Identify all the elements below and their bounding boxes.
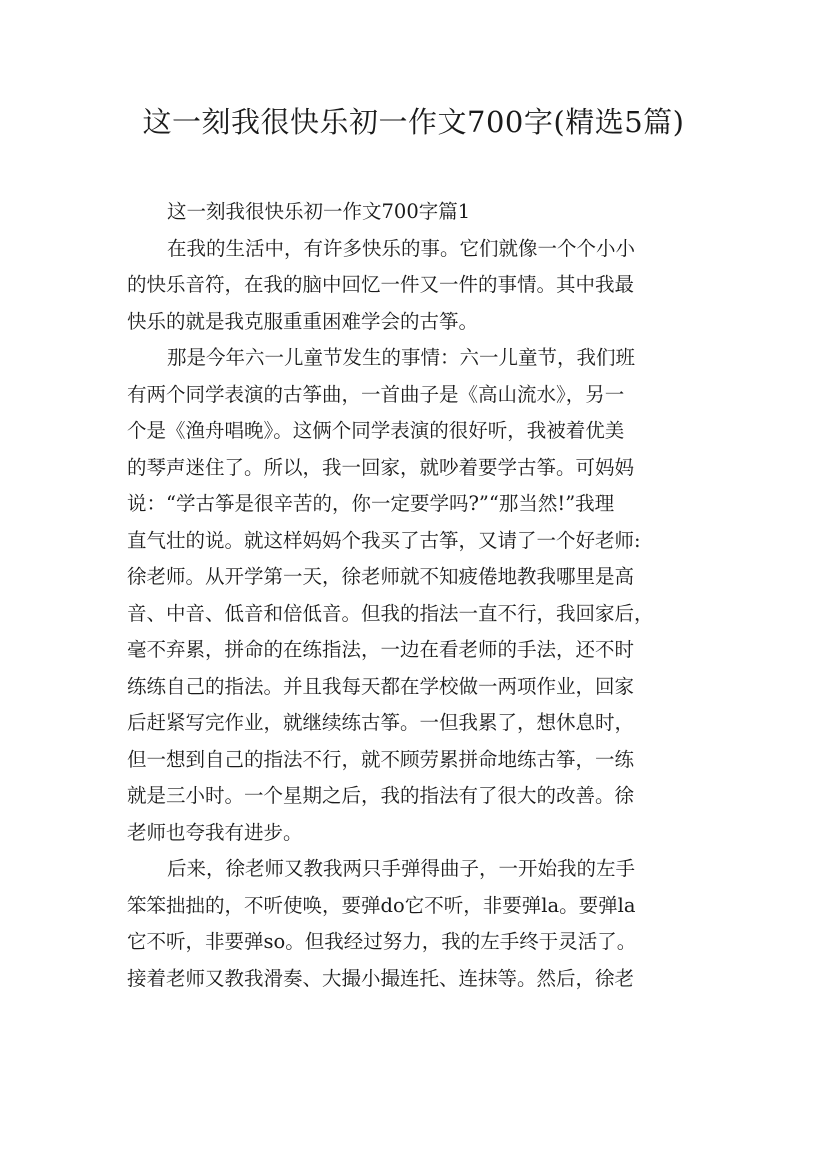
document-title: 这一刻我很快乐初一作文700字(精选5篇): [142, 105, 685, 139]
paragraph-line: 音、中音、低音和倍低音。但我的指法一直不行，我回家后，: [127, 601, 654, 625]
paragraph-line: 后来，徐老师又教我两只手弹得曲子，一开始我的左手: [167, 857, 636, 880]
paragraph-line: 就是三小时。一个星期之后，我的指法有了很大的改善。徐: [127, 784, 635, 807]
paragraph-line: 快乐的就是我克服重重困难学会的古筝。: [127, 309, 479, 333]
paragraph-line: 个是《渔舟唱晚》。这俩个同学表演的很好听，我被着优美: [127, 419, 625, 442]
paragraph-line: 的快乐音符，在我的脑中回忆一件又一件的事情。其中我最: [127, 273, 635, 296]
paragraph-line: 那是今年六一儿童节发生的事情：六一儿童节，我们班: [167, 346, 636, 369]
paragraph-line: 练练自己的指法。并且我每天都在学校做一两项作业，回家: [127, 674, 635, 698]
paragraph-line: 有两个同学表演的古筝曲，一首曲子是《高山流水》，另一: [127, 382, 625, 406]
paragraph-line: 它不听，非要弹so。但我经过努力，我的左手终于灵活了。: [127, 930, 637, 953]
section-heading: 这一刻我很快乐初一作文700字篇1: [167, 200, 471, 223]
paragraph-line: 毫不弃累，拼命的在练指法，一边在看老师的手法，还不时: [127, 638, 635, 661]
paragraph-line: 笨笨拙拙的，不听使唤，要弹do它不听，非要弹la。要弹la: [127, 893, 636, 917]
paragraph-line: 的琴声迷住了。所以，我一回家，就吵着要学古筝。可妈妈: [127, 455, 635, 479]
paragraph-line: 老师也夸我有进步。: [127, 820, 303, 844]
paragraph-line: 徐老师。从开学第一天，徐老师就不知疲倦地教我哪里是高: [127, 565, 635, 588]
paragraph-line: 接着老师又教我滑奏、大撮小撮连托、连抹等。然后，徐老: [127, 966, 635, 990]
document-body: [127, 194, 705, 997]
paragraph-line: 但一想到自己的指法不行，就不顾劳累拼命地练古筝，一练: [127, 747, 635, 771]
paragraph-line: 说：“学古筝是很辛苦的，你一定要学吗?”“那当然!”我理: [127, 492, 615, 515]
paragraph-line: 直气壮的说。就这样妈妈个我买了古筝，又请了一个好老师:: [127, 528, 641, 552]
paragraph-line: 在我的生活中，有许多快乐的事。它们就像一个个小小: [167, 236, 636, 260]
paragraph-line: 后赶紧写完作业，就继续练古筝。一但我累了，想休息时，: [127, 711, 635, 734]
